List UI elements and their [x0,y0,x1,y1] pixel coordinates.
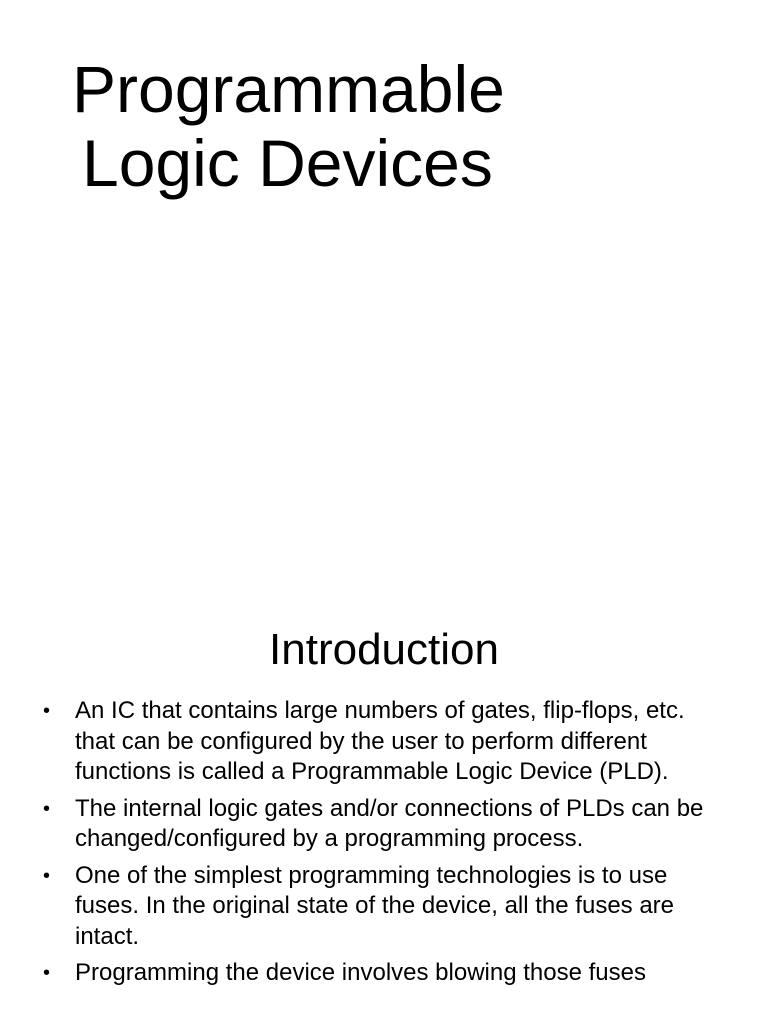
bullet-marker: • [43,797,51,820]
bullet-item [0,794,768,855]
slide-title [72,52,505,200]
introduction-slide [0,600,768,1024]
introduction-heading: Introduction [269,625,499,674]
slide-title-line-1: Programmable [72,52,505,126]
bullet-text: Programming the device involves blowing those fuses [75,959,646,986]
bullet-text: One of the simplest programming technologies is to use fuses. In the original state of the device, all the fuses are intact. [75,861,675,950]
bullet-item [0,958,768,989]
bullet-text: An IC that contains large numbers of gates, flip-flops, etc. that can be configured by the user to perform different functions is called a Programmable Logic Device (PLD). [75,697,685,785]
bullet-marker: • [43,864,51,887]
bullet-marker: • [43,962,51,984]
slide-title-line-2: Logic Devices [82,126,493,200]
bullet-item [0,696,768,788]
bullet-marker: • [43,700,51,722]
bullet-item [0,861,768,953]
bullet-text: The internal logic gates and/or connections of PLDs can be changed/configured by a programming process. [75,794,704,852]
bullet-list [0,696,768,995]
